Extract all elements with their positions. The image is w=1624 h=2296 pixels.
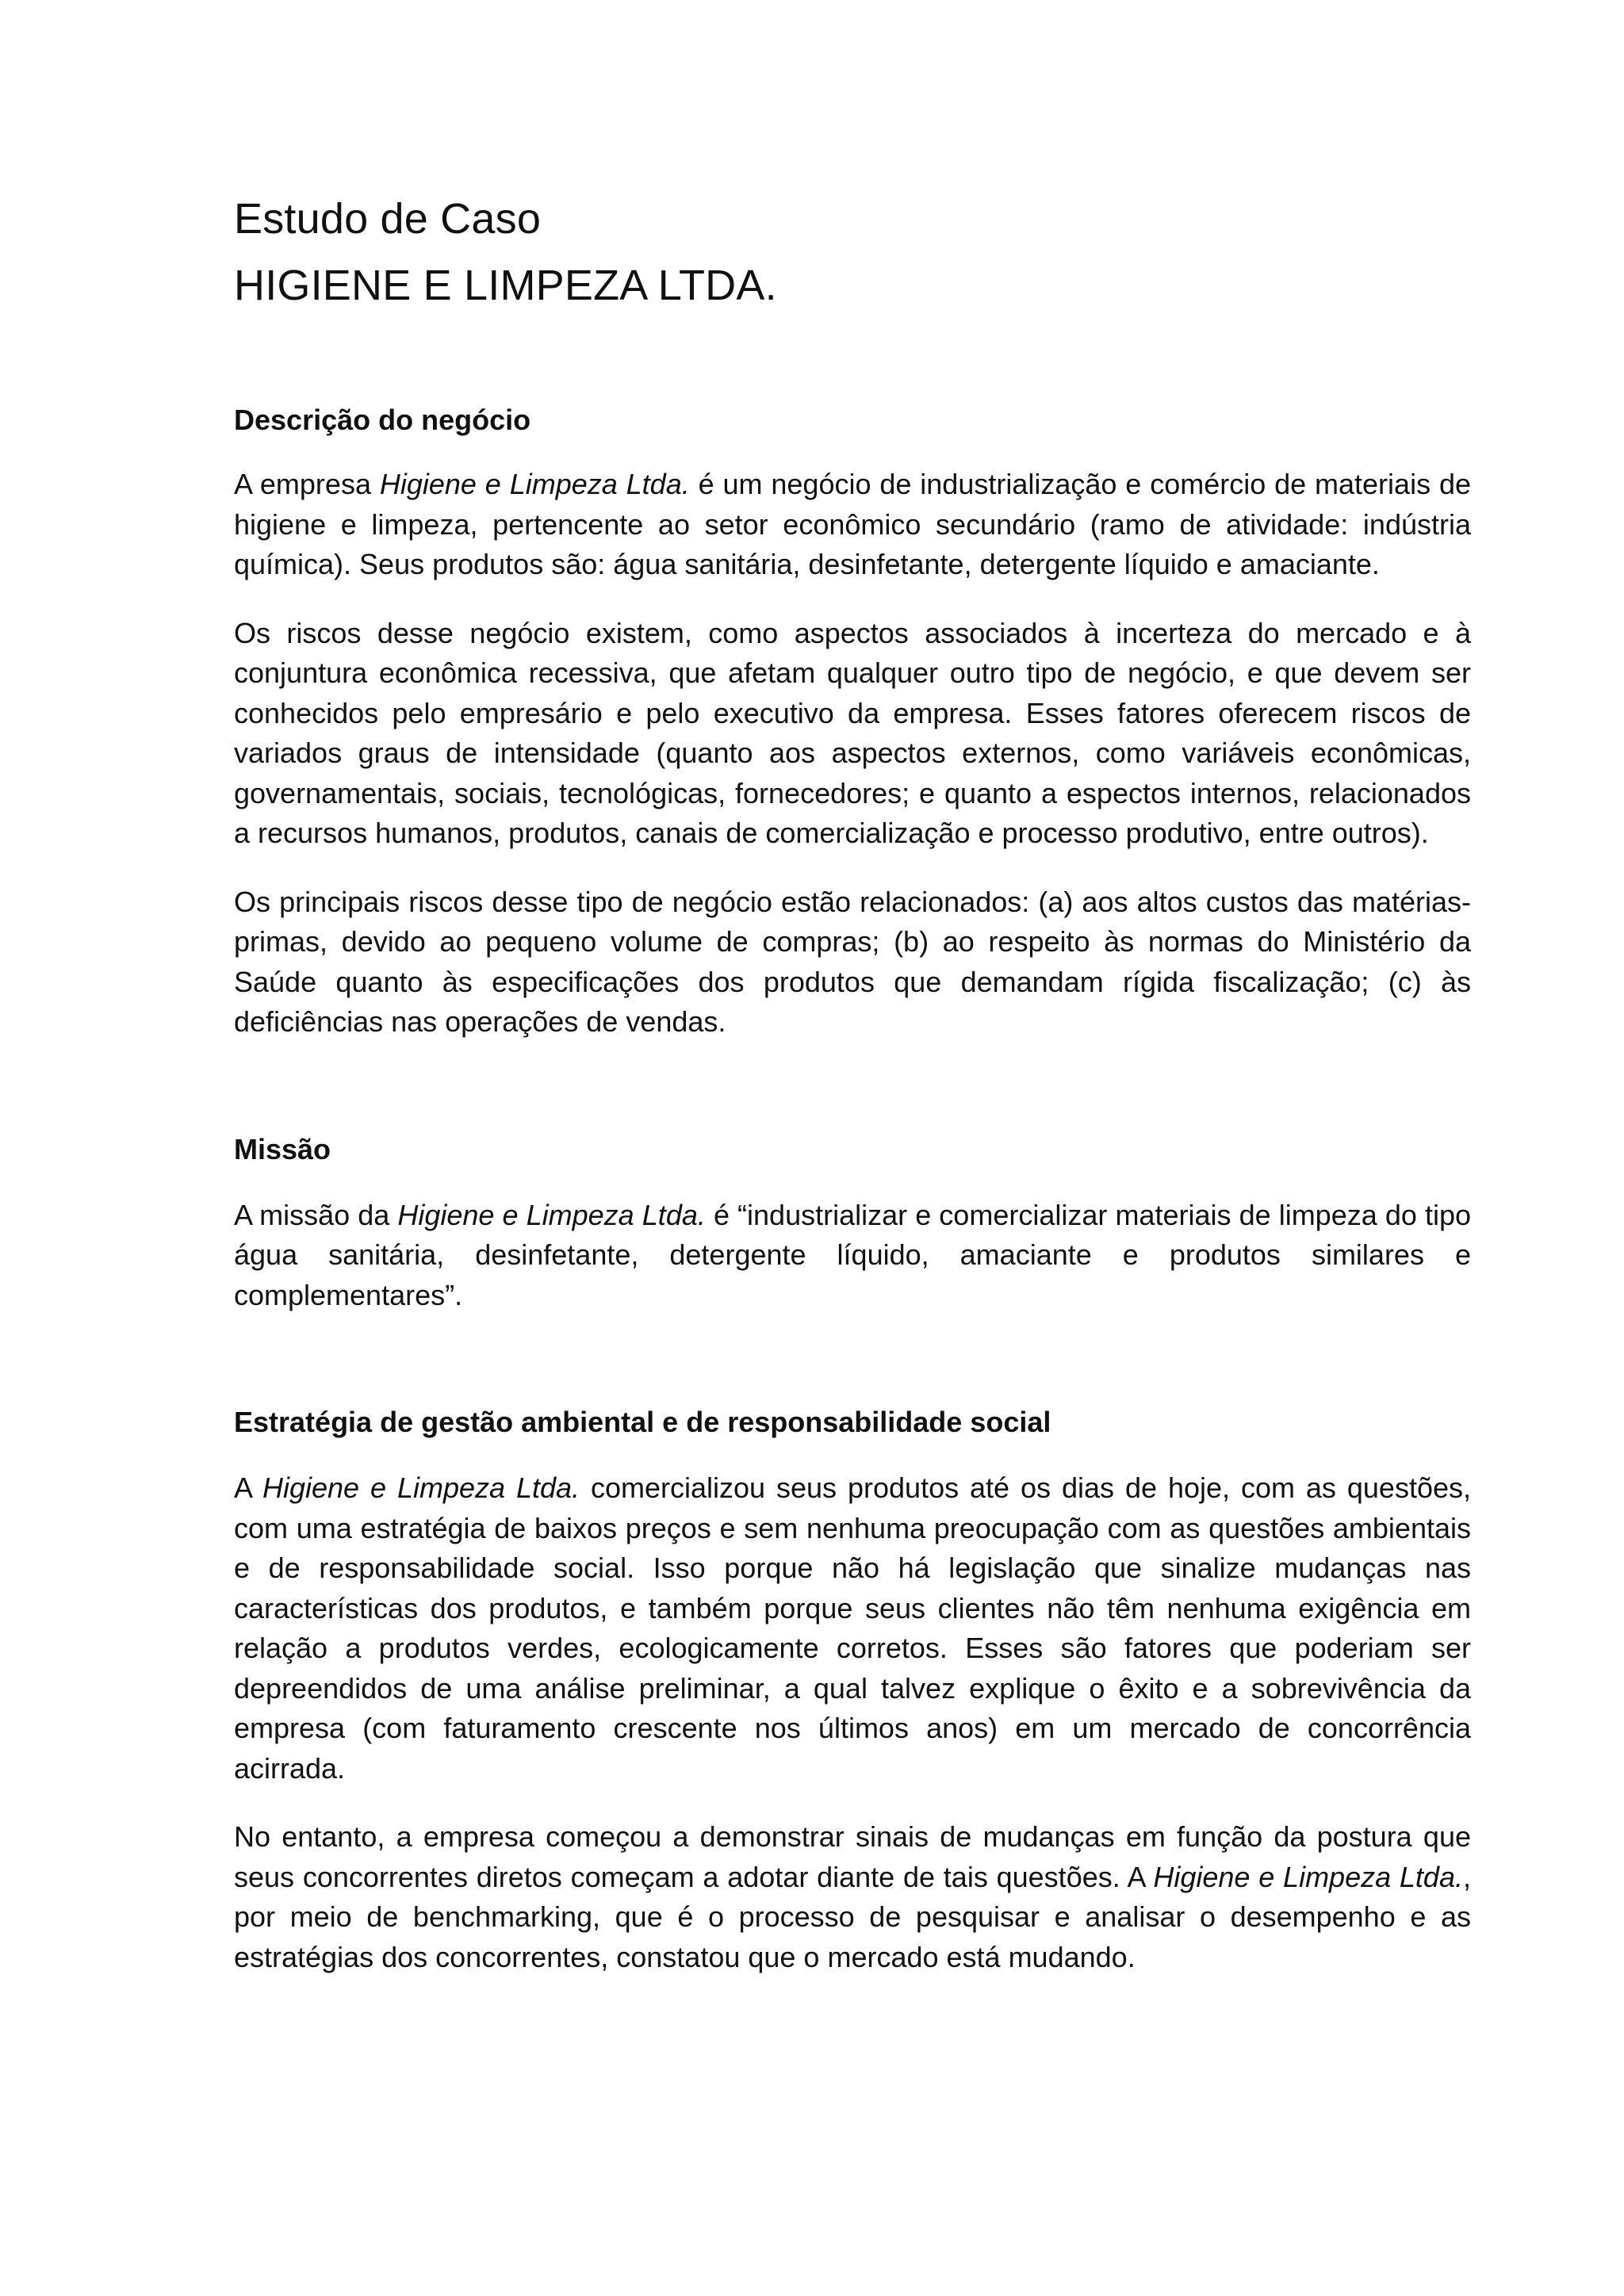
document-subtitle: HIGIENE E LIMPEZA LTDA. <box>234 262 777 309</box>
document-page <box>234 190 1471 1977</box>
company-name: Higiene e Limpeza Ltda. <box>1153 1860 1463 1893</box>
paragraph-text: A missão da <box>234 1198 398 1231</box>
document-title: Estudo de Caso <box>234 195 542 243</box>
company-name: Higiene e Limpeza Ltda. <box>397 1198 706 1231</box>
paragraph-text: No entanto, a empresa começou a demonstrar sinais de mudanças em função da postura que seus concorrentes diretos começam a adotar diante de tais questões. A <box>234 1820 1471 1893</box>
paragraph-text: A empresa <box>234 468 380 500</box>
paragraph-text: Os principais riscos desse tipo de negócio estão relacionados: (a) aos altos custos das matérias-primas, devido ao pequeno volume de compras; (b) ao respeito às normas do Ministério da Saúde quanto às especificações dos produtos que demandam rígida fiscalização; (c) às deficiências nas operações de vendas. <box>234 885 1471 1038</box>
paragraph-text: , por meio de benchmarking, que é o processo de pesquisar e analisar o desempenho e as estratégias dos concorrentes, constatou que o mercado está mudando. <box>234 1860 1471 1973</box>
company-name: Higiene e Limpeza Ltda. <box>262 1471 580 1504</box>
paragraph-text: A <box>234 1471 262 1504</box>
paragraph <box>234 614 1471 854</box>
section-heading: Missão <box>234 1132 331 1165</box>
paragraph <box>234 1817 1471 1977</box>
paragraph <box>234 1468 1471 1789</box>
paragraph <box>234 882 1471 1043</box>
paragraph <box>234 1196 1471 1316</box>
paragraph-text: Os riscos desse negócio existem, como aspectos associados à incerteza do mercado e à conjuntura econômica recessiva, que afetam qualquer outro tipo de negócio, e que devem ser conhecidos pelo empresário e pelo executivo da empresa. Esses fatores oferecem riscos de variados graus de intensidade (quanto aos aspectos externos, como variáveis econômicas, governamentais, sociais, tecnológicas, fornecedores; e quanto a espectos internos, relacionados a recursos humanos, produtos, canais de comercialização e processo produtivo, entre outros). <box>234 616 1471 849</box>
paragraph-text: é “industrializar e comercializar materiais de limpeza do tipo água sanitária, desinfetante, detergente líquido, amaciante e produtos similares e complementares”. <box>234 1198 1471 1311</box>
paragraph <box>234 465 1471 585</box>
company-name: Higiene e Limpeza Ltda. <box>379 468 690 500</box>
section-heading: Descrição do negócio <box>234 404 531 436</box>
paragraph-text: comercializou seus produtos até os dias de hoje, com as questões, com uma estratégia de baixos preços e sem nenhuma preocupação com as questões ambientais e de responsabilidade social. Isso porque não há legislação que sinalize mudanças nas características dos produtos, e também porque seus clientes não têm nenhuma exigência em relação a produtos verdes, ecologicamente corretos. Esses são fatores que poderiam ser depreendidos de uma análise preliminar, a qual talvez explique o êxito e a sobrevivência da empresa (com faturamento crescente nos últimos anos) em um mercado de concorrência acirrada. <box>234 1471 1471 1785</box>
paragraph-text: é um negócio de industrialização e comércio de materiais de higiene e limpeza, pertencente ao setor econômico secundário (ramo de atividade: indústria química). Seus produtos são: água sanitária, desinfetante, detergente líquido e amaciante. <box>234 468 1471 580</box>
section-heading: Estratégia de gestão ambiental e de responsabilidade social <box>234 1406 1051 1438</box>
